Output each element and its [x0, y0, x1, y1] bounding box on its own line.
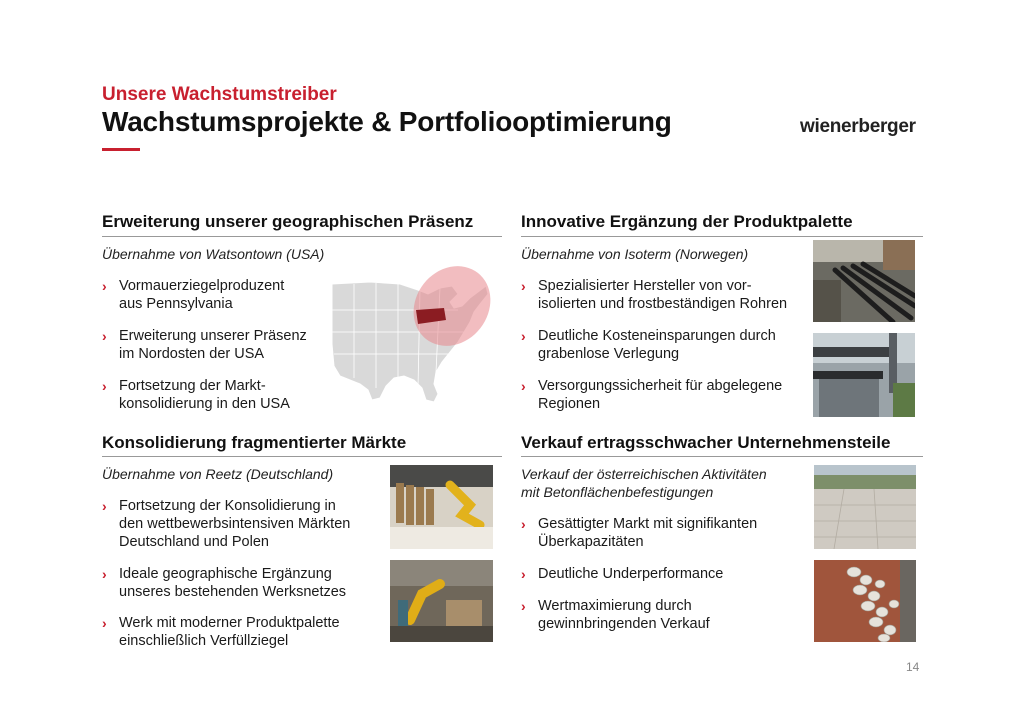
page-number: 14 [906, 660, 920, 674]
us-map-image [330, 248, 492, 408]
chevron-icon: › [521, 566, 526, 582]
chevron-icon: › [102, 498, 107, 514]
bullet-divestment-1: › Gesättigter Markt mit signifikanten Überkapazitäten [521, 516, 758, 550]
bullet-consolidation-2: › Ideale geographische Ergänzung unseres bestehenden Werksnetzes [102, 566, 347, 600]
section-subheading-geo: Übernahme von Watsontown (USA) [102, 246, 325, 262]
bullet-geo-2: › Erweiterung unserer Präsenz im Nordosten der USA [102, 328, 307, 362]
chevron-icon: › [102, 566, 107, 582]
chevron-icon: › [521, 378, 526, 394]
bullet-consolidation-1: › Fortsetzung der Konsolidierung in den wettbewerbsintensiven Märkten Deutschland und Polen [102, 498, 351, 550]
title-accent-rule [102, 148, 140, 151]
section-subheading-product: Übernahme von Isoterm (Norwegen) [521, 246, 749, 262]
section-heading-geo: Erweiterung unserer geographischen Präsenz [102, 212, 474, 231]
section-subheading-divestment: Verkauf der österreichischen Aktivitäten mit Betonflächenbefestigungen [521, 466, 767, 500]
section-rule-product [521, 236, 923, 237]
bullet-consolidation-3: › Werk mit moderner Produktpalette einschließlich Verfüllziegel [102, 615, 340, 649]
bullet-product-2: › Deutliche Kosteneinsparungen durch grabenlose Verlegung [521, 328, 776, 362]
pebbles-paving-photo [814, 560, 916, 642]
pipes-installation-photo [813, 240, 915, 322]
slide-subtitle: Unsere Wachstumstreiber [102, 84, 337, 105]
chevron-icon: › [102, 615, 107, 631]
bullet-divestment-3: › Wertmaximierung durch gewinnbringenden Verkauf [521, 598, 710, 632]
chevron-icon: › [102, 378, 107, 394]
robot-arm-bricks-photo [390, 465, 493, 549]
chevron-icon: › [521, 278, 526, 294]
chevron-icon: › [521, 598, 526, 614]
chevron-icon: › [102, 328, 107, 344]
factory-robot-photo [390, 560, 493, 642]
slide-title: Wachstumsprojekte & Portfoliooptimierung [102, 106, 672, 137]
chevron-icon: › [102, 278, 107, 294]
wienerberger-logo: wienerberger [800, 116, 916, 137]
chevron-icon: › [521, 328, 526, 344]
section-heading-product: Innovative Ergänzung der Produktpalette [521, 212, 853, 231]
bullet-product-3: › Versorgungssicherheit für abgelegene Regionen [521, 378, 783, 412]
chevron-icon: › [521, 516, 526, 532]
section-rule-geo [102, 236, 502, 237]
bullet-geo-3: › Fortsetzung der Markt- konsolidierung in den USA [102, 378, 290, 412]
paved-plaza-photo [814, 465, 916, 549]
section-heading-divestment: Verkauf ertragsschwacher Unternehmensteile [521, 433, 891, 452]
pipe-bridge-photo [813, 333, 915, 417]
section-rule-consolidation [102, 456, 502, 457]
bullet-divestment-2: › Deutliche Underperformance [521, 566, 724, 582]
section-rule-divestment [521, 456, 923, 457]
bullet-product-1: › Spezialisierter Hersteller von vor- isolierten und frostbeständigen Rohren [521, 278, 788, 312]
section-heading-consolidation: Konsolidierung fragmentierter Märkte [102, 433, 407, 452]
section-subheading-consolidation: Übernahme von Reetz (Deutschland) [102, 466, 334, 482]
bullet-geo-1: › Vormauerziegelproduzent aus Pennsylvania [102, 278, 285, 312]
